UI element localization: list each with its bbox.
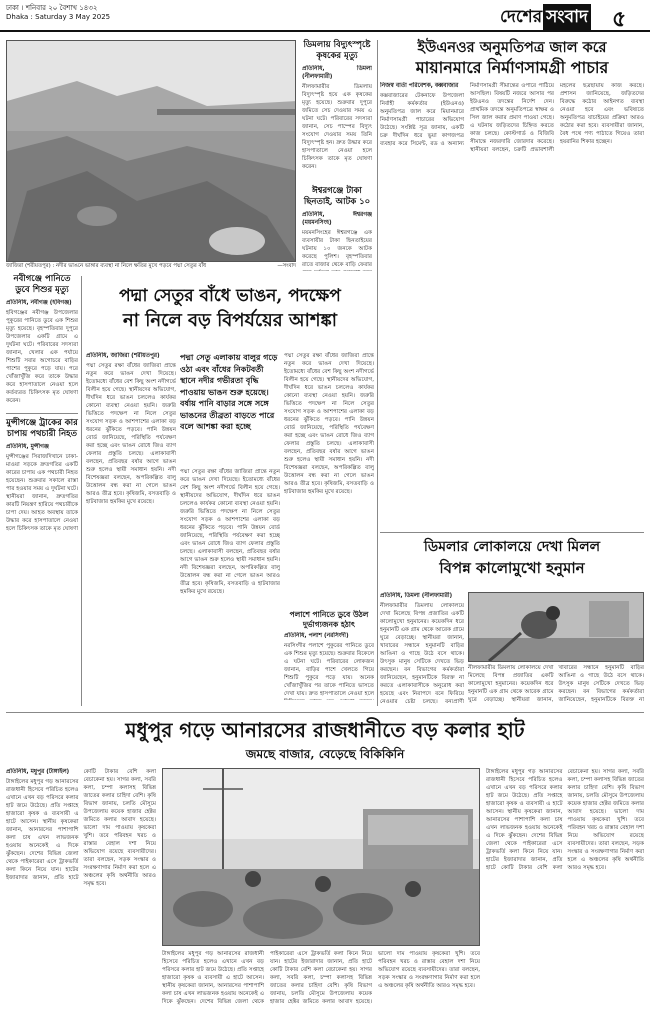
news-2-title: মুন্সীগঞ্জে ট্রাকের কার চাপায় পথচারী নিহত — [6, 418, 78, 439]
madhupur-body-bottom — [162, 950, 480, 1014]
dimla-title: ডিমলায় বিদ্যুৎস্পৃষ্টে কৃষকের মৃত্যু — [303, 40, 371, 61]
news-1-text: হবিগঞ্জের নবীগঞ্জ উপজেলার পুকুরের পানিতে ডুবে এক শিশুর মৃত্যু হয়েছে। বৃহস্পতিবার দুপুরে উপজেলার একটি গ্রামে এ দুর্ঘটনা ঘটে। পরিবারের সদস্যরা জানান, খেলার এক পর্যায়ে শিশুটি সবার অগোচরে বাড়ির পাশের পুকুরে পড়ে যায়। পরে খোঁজাখুঁজি করে তাকে উদ্ধার করে হাসপাতালে নেওয়া হলে কর্তব্যরত চিকিৎসক মৃত ঘোষণা করেন। — [6, 310, 78, 404]
padma-text: পদ্মা সেতুর রক্ষা বাঁধের জাজিরা প্রান্তে নতুন করে ভাঙন দেখা দিয়েছে। ইতোমধ্যে বাঁধের বেশ কিছু অংশ নদীগর্ভে বিলীন হয়ে গেছে। স্থানীয়দের অভিযোগ, দীর্ঘদিন ধরে ভাঙন চললেও কার্যকর কোনো ব্যবস্থা নেওয়া হয়নি। জরুরি ভিত্তিতে পদক্ষেপ না নিলে সেতুর সংযোগ সড়ক ও আশপাশের এলাকা বড় ধরনের ঝুঁকিতে পড়বে। পানি উন্নয়ন বোর্ড জানিয়েছে, পরিস্থিতি পর্যবেক্ষণ করা হচ্ছে এবং ভাঙন রোধে জিও ব্যাগ ফেলার প্রস্তুতি চলছে। এলাকাবাসী বলছেন, প্রতিবছর বর্ষার আগে ভাঙন শুরু হলেও স্থায়ী সমাধান হয়নি। নদী বিশেষজ্ঞরা বলছেন, অপরিকল্পিত বালু উত্তোলন বন্ধ করা না গেলে ভাঙন আরও তীব্র হবে। কৃষিজমি, বসতবাড়ি ও হাটবাজার হুমকির মুখে রয়েছে। — [86, 363, 176, 505]
myanmar-headline-2: মায়ানমারে নির্মাণসামগ্রী পাচার — [415, 58, 609, 77]
section-divider — [6, 712, 644, 713]
news-1-byline: প্রতিনিধি, নবীগঞ্জ (হবিগঞ্জ) — [6, 300, 72, 306]
iswardi-article — [302, 186, 372, 272]
myanmar-headline-1: ইউএনওর অনুমতিপত্র জাল করে — [417, 39, 607, 56]
padma-caption-credit: —সংবাদ — [277, 263, 296, 269]
news-1-title: নবীগঞ্জে পানিতে ডুবে শিশুর মৃত্যু — [13, 274, 71, 295]
padma-body-left — [86, 352, 176, 706]
news-1-body — [6, 299, 78, 409]
myanmar-text: কক্সবাজারের টেকনাফে উপজেলা নির্বাহী কর্মকর্তার (ইউএনও) অনুমতিপত্র জাল করে মিয়ানমারে নির্মাণসামগ্রী পাচারের অভিযোগ উঠেছে। সংশ্লিষ্ট সূত্র জানায়, একটি চক্র দীর্ঘদিন ধরে ভুয়া কাগজপত্র ব্যবহার করে সিমেন্ট, রড ও অন্যান্য নির্মাণসামগ্রী সীমান্তের ওপারে পাঠিয়ে আসছিল। বিষয়টি নজরে আসার পর ইউএনও তদন্তের নির্দেশ দেন। প্রাথমিক তদন্তে অনুমতিপত্রে স্বাক্ষর ও সিল জাল করার প্রমাণ পাওয়া গেছে। এ ঘটনায় জড়িতদের চিহ্নিত করতে কাজ চলছে। কোস্টগার্ড ও বিজিবি সীমান্তে নজরদারি জোরদার করেছে। স্থানীয়রা বলছেন, চক্রটি প্রভাবশালী মহলের ছত্রছায়ায় কাজ করছে। প্রশাসন জানিয়েছে, জড়িতদের বিরুদ্ধে কঠোর আইনগত ব্যবস্থা নেওয়া হবে এবং ভবিষ্যতে অনুমতিপত্র যাচাইয়ের প্রক্রিয়া আরও কঠোর করা হবে। ব্যবসায়ীরা জানান, বৈধ পথে পণ্য পাঠাতে গিয়েও তারা হয়রানির শিকার হচ্ছেন। — [380, 83, 644, 153]
header-date — [6, 4, 110, 22]
madhupur-body-left — [6, 768, 156, 1014]
padma-headline-1: পদ্মা সেতুর বাঁধে ভাঙন, পদক্ষেপ — [119, 286, 341, 306]
column-rule — [81, 276, 82, 706]
madhupur-headline: মধুপুর গড়ে আনারসের রাজধানীতে বড় কলার হাট — [125, 718, 525, 742]
header-date-bn: ঢাকা । শনিবার ২০ বৈশাখ ১৪৩২ — [6, 4, 98, 12]
madhupur-text-cont-2: টাঙ্গাইলের মধুপুর গড় আনারসের রাজধানী হিসেবে পরিচিত হলেও এখানে এখন বড় পরিসরে কলার হাট জমে উঠেছে। প্রতি সপ্তাহে হাজারো কৃষক ও ব্যবসায়ী এ হাটে আসেন। স্থানীয় কৃষকেরা জানান, আনারসের পাশাপাশি কলা চাষ এখন লাভজনক হওয়ায় অনেকেই এ দিকে ঝুঁকছেন। দেশের বিভিন্ন জেলা থেকে পাইকারেরা এসে ট্রাকভর্তি কলা কিনে নিয়ে যান। হাটের ইজারাদার জানান, প্রতি হাটে কোটি টাকার বেশি কলা বেচাকেনা হয়। সাগর কলা, সবরি কলা, চম্পা কলাসহ বিভিন্ন জাতের কলার চাহিদা বেশি। কৃষি বিভাগ জানায়, চলতি মৌসুমে উপজেলায় কয়েক হাজার হেক্টর জমিতে কলার আবাদ হয়েছে। ভালো দাম পাওয়ায় কৃষকেরা খুশি। তবে পরিবহন খরচ ও রাস্তার বেহাল দশা নিয়ে অভিযোগ রয়েছে ব্যবসায়ীদের। তারা বলছেন, সড়ক সংস্কার ও সংরক্ষণাগার নির্মাণ করা হলে এ অঞ্চলের কৃষি অর্থনীতি আরও সমৃদ্ধ হবে। — [486, 769, 644, 871]
padma-byline: প্রতিনিধি, জাজিরা (শরীয়তপুর) — [86, 353, 160, 359]
padma-text-cont-2: পদ্মা সেতুর রক্ষা বাঁধের জাজিরা প্রান্তে নতুন করে ভাঙন দেখা দিয়েছে। ইতোমধ্যে বাঁধের বেশ কিছু অংশ নদীগর্ভে বিলীন হয়ে গেছে। স্থানীয়দের অভিযোগ, দীর্ঘদিন ধরে ভাঙন চললেও কার্যকর কোনো ব্যবস্থা নেওয়া হয়নি। জরুরি ভিত্তিতে পদক্ষেপ না নিলে সেতুর সংযোগ সড়ক ও আশপাশের এলাকা বড় ধরনের ঝুঁকিতে পড়বে। পানি উন্নয়ন বোর্ড জানিয়েছে, পরিস্থিতি পর্যবেক্ষণ করা হচ্ছে এবং ভাঙন রোধে জিও ব্যাগ ফেলার প্রস্তুতি চলছে। এলাকাবাসী বলছেন, প্রতিবছর বর্ষার আগে ভাঙন শুরু হলেও স্থায়ী সমাধান হয়নি। নদী বিশেষজ্ঞরা বলছেন, অপরিকল্পিত বালু উত্তোলন বন্ধ করা না গেলে ভাঙন আরও তীব্র হবে। কৃষিজমি, বসতবাড়ি ও হাটবাজার হুমকির মুখে রয়েছে। — [284, 353, 374, 495]
madhupur-byline: প্রতিনিধি, মধুপুর (টাঙ্গাইল) — [6, 769, 70, 775]
polash-body — [284, 632, 374, 700]
padma-photo-caption — [6, 263, 296, 270]
padma-body-right — [284, 352, 374, 608]
myanmar-article — [380, 38, 644, 528]
divider — [6, 413, 78, 414]
hanuman-photo-image — [469, 593, 644, 662]
hanuman-headline-2: বিপন্ন কালোমুখো হনুমান — [439, 559, 585, 577]
news-2-byline: প্রতিনিধি, মুন্সীগঞ্জ — [6, 444, 49, 450]
brand-part-a: দেশের — [500, 7, 543, 27]
hanuman-text-cont: নীলফামারীর ডিমলায় লোকালয়ে দেখা মিলেছে বিপন্ন প্রজাতির একটি কালোমুখো হনুমানের। কয়েকদিন ধরে হনুমানটি এক গ্রাম থেকে আরেক গ্রামে ঘুরে বেড়াচ্ছে। স্থানীয়রা জানান, খাবারের সন্ধানে হনুমানটি বাড়ির আঙিনা ও গাছে উঠে বসে থাকে। উৎসুক মানুষ সেটিকে দেখতে ভিড় করছেন। বন বিভাগের কর্মকর্তারা জানিয়েছেন, হনুমানটিকে বিরক্ত না — [468, 665, 644, 703]
polash-title: পলাশে পানিতে ডুবে উঠল দুর্ভাগ্যজনক হঠাৎ — [289, 610, 369, 629]
madhupur-subhead: জমছে বাজার, বেড়েছে বিকিকিনি — [245, 747, 405, 761]
brand-part-b: সংবাদ — [543, 4, 591, 32]
hanuman-headline-1: ডিমলার লোকালয়ে দেখা মিলল — [423, 539, 601, 555]
header-date-en: Dhaka : Saturday 3 May 2025 — [6, 13, 111, 21]
madhupur-text: টাঙ্গাইলের মধুপুর গড় আনারসের রাজধানী হিসেবে পরিচিত হলেও এখানে এখন বড় পরিসরে কলার হাট জমে উঠেছে। প্রতি সপ্তাহে হাজারো কৃষক ও ব্যবসায়ী এ হাটে আসেন। স্থানীয় কৃষকেরা জানান, আনারসের পাশাপাশি কলা চাষ এখন লাভজনক হওয়ায় অনেকেই এ দিকে ঝুঁকছেন। দেশের বিভিন্ন জেলা থেকে পাইকারেরা এসে ট্রাকভর্তি কলা কিনে নিয়ে যান। হাটের ইজারাদার জানান, প্রতি হাটে কোটি টাকার বেশি কলা বেচাকেনা হয়। সাগর কলা, সবরি কলা, চম্পা কলাসহ বিভিন্ন জাতের কলার চাহিদা বেশি। কৃষি বিভাগ জানায়, চলতি মৌসুমে উপজেলায় কয়েক হাজার হেক্টর জমিতে কলার আবাদ হয়েছে। ভালো দাম পাওয়ায় কৃষকেরা খুশি। তবে পরিবহন খরচ ও রাস্তার বেহাল দশা নিয়ে অভিযোগ রয়েছে ব্যবসায়ীদের। তারা বলছেন, সড়ক সংস্কার ও সংরক্ষণাগার নির্মাণ করা হলে এ অঞ্চলের কৃষি অর্থনীতি আরও সমৃদ্ধ হবে। — [6, 769, 156, 887]
hanuman-body-left — [380, 592, 464, 706]
padma-caption-text: জাজিরা (শরীয়তপুর) : নদীর ভাঙনে ভাঙ্গার ব্যবস্থা না নিলে ক্ষতির মুখে পড়বে পদ্মা সেতুর বাঁধ — [6, 263, 207, 269]
news-2-body — [6, 443, 78, 533]
iswardi-title: ঈশ্বরগঞ্জে টাকা ছিনতাই, আটক ১০ — [303, 186, 371, 207]
madhupur-photo-image — [163, 769, 480, 946]
hanuman-text: নীলফামারীর ডিমলায় লোকালয়ে দেখা মিলেছে বিপন্ন প্রজাতির একটি কালোমুখো হনুমানের। কয়েকদিন ধরে হনুমানটি এক গ্রাম থেকে আরেক গ্রামে ঘুরে বেড়াচ্ছে। স্থানীয়রা জানান, খাবারের সন্ধানে হনুমানটি বাড়ির আঙিনা ও গাছে উঠে বসে থাকে। উৎসুক মানুষ সেটিকে দেখতে ভিড় করছেন। বন বিভাগের কর্মকর্তারা জানিয়েছেন, হনুমানটিকে বিরক্ত না করতে এলাকাবাসীকে অনুরোধ করা হয়েছে এবং নিরাপদে বনে ফিরিয়ে নেওয়ার চেষ্টা চলছে। বন্যপ্রাণী — [380, 603, 464, 705]
hanuman-photo — [468, 592, 644, 662]
padma-headline-2: না নিলে বড় বিপর্যয়ের আশঙ্কা — [122, 310, 338, 331]
dimla-text: নীলফামারীর ডিমলায় বিদ্যুৎস্পৃষ্ট হয়ে এক কৃষকের মৃত্যু হয়েছে। শুক্রবার দুপুরে জমিতে সেচ দেওয়ার সময় এ ঘটনা ঘটে। পরিবারের সদস্যরা জানান, সেচ পাম্পের বিদ্যুৎ সংযোগ দেওয়ার সময় তিনি বিদ্যুৎস্পৃষ্ট হন। দ্রুত উদ্ধার করে হাসপাতালে নেওয়া হলে চিকিৎসক তাকে মৃত ঘোষণা করেন। — [302, 84, 372, 170]
polash-byline: প্রতিনিধি, পলাশ (নরসিংদী) — [284, 633, 349, 639]
padma-text-cont: পদ্মা সেতুর রক্ষা বাঁধের জাজিরা প্রান্তে নতুন করে ভাঙন দেখা দিয়েছে। ইতোমধ্যে বাঁধের বেশ কিছু অংশ নদীগর্ভে বিলীন হয়ে গেছে। স্থানীয়দের অভিযোগ, দীর্ঘদিন ধরে ভাঙন চললেও কার্যকর কোনো ব্যবস্থা নেওয়া হয়নি। জরুরি ভিত্তিতে পদক্ষেপ না নিলে সেতুর সংযোগ সড়ক ও আশপাশের এলাকা বড় ধরনের ঝুঁকিতে পড়বে। পানি উন্নয়ন বোর্ড জানিয়েছে, পরিস্থিতি পর্যবেক্ষণ করা হচ্ছে এবং ভাঙন রোধে জিও ব্যাগ ফেলার প্রস্তুতি চলছে। এলাকাবাসী বলছেন, প্রতিবছর বর্ষার আগে ভাঙন শুরু হলেও স্থায়ী সমাধান হয়নি। নদী বিশেষজ্ঞরা বলছেন, অপরিকল্পিত বালু উত্তোলন বন্ধ করা না গেলে ভাঙন আরও তীব্র হবে। কৃষিজমি, বসতবাড়ি ও হাটবাজার হুমকির মুখে রয়েছে। — [180, 469, 280, 595]
masthead-brand — [500, 4, 592, 32]
padma-body-mid — [180, 468, 280, 706]
padma-headline-box — [86, 276, 374, 342]
left-sidebar — [6, 274, 78, 532]
news-2-text: মুন্সীগঞ্জের সিরাজদিখানে ঢাকা-মাওয়া সড়কে দ্রুতগতির একটি কারের চাপায় এক পথচারী নিহত হয়েছেন। শুক্রবার সকালে রাস্তা পার হওয়ার সময় এ দুর্ঘটনা ঘটে। স্থানীয়রা জানান, দ্রুতগতির কারটি নিয়ন্ত্রণ হারিয়ে পথচারীকে চাপা দেয়। আহত অবস্থায় তাকে উদ্ধার করে হাসপাতালে নেওয়া হলে চিকিৎসক তাকে মৃত ঘোষণা — [6, 454, 78, 532]
dimla-byline: প্রতিনিধি, ডিমলা (নীলফামারী) — [302, 66, 372, 80]
page-header — [0, 0, 650, 32]
padma-photo-image — [7, 41, 296, 262]
madhupur-body-right — [486, 768, 644, 1014]
iswardi-text: ময়মনসিংহের ঈশ্বরগঞ্জে এক ব্যবসায়ীর টাকা ছিনতাইয়ের ঘটনায় ১০ জনকে আটক করেছে পুলিশ। বৃহস্পতিবার রাতে বাজার থেকে বাড়ি ফেরার — [302, 230, 372, 268]
iswardi-byline: প্রতিনিধি, ঈশ্বরগঞ্জ (ময়মনসিংহ) — [302, 212, 372, 226]
padma-highlight-text: পদ্মা সেতু এলাকায় বালুর গড়ে ওঠা এবং বাঁধের নিকটবর্তী স্থানে নদীর গভীরতা বৃদ্ধি পাওয়ায় ভাঙন শুরু হয়েছে। বর্ষায় পানি বাড়ার সঙ্গে সঙ্গে ভাঙনের তীব্রতা বাড়তে পারে বলে আশঙ্কা করা হচ্ছে — [180, 352, 278, 431]
myanmar-body — [380, 82, 644, 522]
myanmar-byline: নিজস্ব বার্তা পরিবেশক, কক্সবাজার — [380, 83, 459, 89]
polash-article — [284, 610, 374, 706]
polash-text: নরসিংদীর পলাশে পুকুরের পানিতে ডুবে এক শিশুর মৃত্যু হয়েছে। শুক্রবার বিকেলে এ ঘটনা ঘটে। পরিবারের লোকজন জানান, বাড়ির পাশে খেলতে গিয়ে শিশুটি পুকুরে পড়ে যায়। অনেক খোঁজাখুঁজির পর তাকে পানিতে ভাসতে দেখা যায়। দ্রুত হাসপাতালে নেওয়া হলে — [284, 643, 374, 697]
hanuman-byline: প্রতিনিধি, ডিমলা (নীলফামারী) — [380, 593, 453, 599]
madhupur-photo — [162, 768, 480, 946]
page-number: ৫ — [612, 6, 627, 32]
hanuman-headline-box — [380, 532, 644, 588]
hanuman-body-right — [468, 664, 644, 706]
padma-highlight — [180, 352, 280, 464]
padma-photo — [6, 40, 296, 262]
madhupur-text-cont: টাঙ্গাইলের মধুপুর গড় আনারসের রাজধানী হিসেবে পরিচিত হলেও এখানে এখন বড় পরিসরে কলার হাট জমে উঠেছে। প্রতি সপ্তাহে হাজারো কৃষক ও ব্যবসায়ী এ হাটে আসেন। স্থানীয় কৃষকেরা জানান, আনারসের পাশাপাশি কলা চাষ এখন লাভজনক হওয়ায় অনেকেই এ দিকে ঝুঁকছেন। দেশের বিভিন্ন জেলা থেকে পাইকারেরা এসে ট্রাকভর্তি কলা কিনে নিয়ে যান। হাটের ইজারাদার জানান, প্রতি হাটে কোটি টাকার বেশি কলা বেচাকেনা হয়। সাগর কলা, সবরি কলা, চম্পা কলাসহ বিভিন্ন জাতের কলার চাহিদা বেশি। কৃষি বিভাগ জানায়, চলতি মৌসুমে উপজেলায় কয়েক হাজার হেক্টর জমিতে কলার আবাদ হয়েছে। ভালো দাম পাওয়ায় কৃষকেরা খুশি। তবে পরিবহন খরচ ও রাস্তার বেহাল দশা নিয়ে অভিযোগ রয়েছে ব্যবসায়ীদের। তারা বলছেন, সড়ক সংস্কার ও সংরক্ষণাগার নির্মাণ করা হলে এ অঞ্চলের কৃষি অর্থনীতি আরও সমৃদ্ধ হবে। — [162, 951, 480, 1005]
column-rule — [377, 40, 378, 706]
iswardi-body — [302, 211, 372, 271]
